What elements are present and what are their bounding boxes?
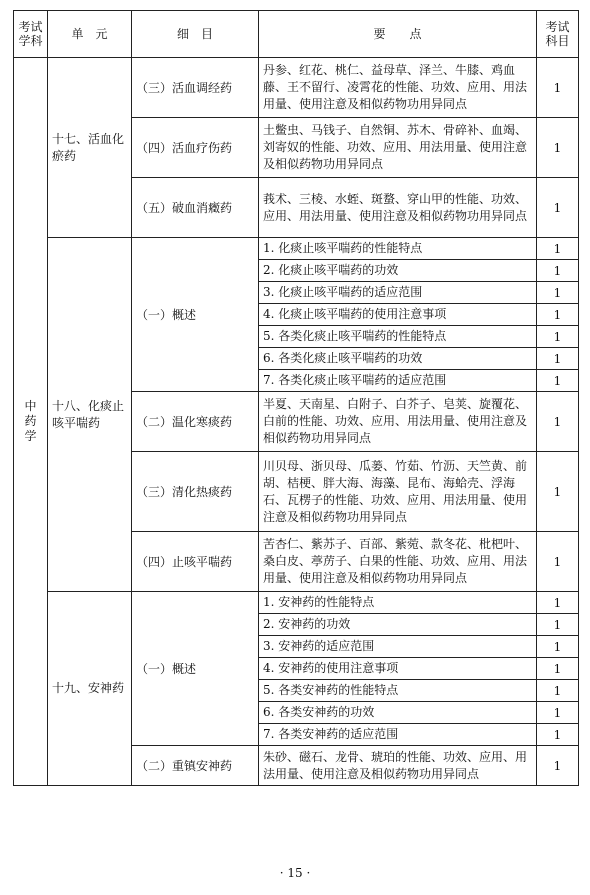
point-cell: 7. 各类安神药的适应范围 bbox=[259, 724, 537, 746]
subject-cell bbox=[14, 58, 48, 786]
detail-cell: （二）重镇安神药 bbox=[132, 746, 259, 786]
header-unit: 单 元 bbox=[48, 11, 132, 58]
detail-cell: （一）概述 bbox=[132, 238, 259, 392]
syllabus-table bbox=[13, 10, 579, 786]
level-cell: 1 bbox=[537, 680, 579, 702]
detail-cell: （四）止咳平喘药 bbox=[132, 532, 259, 592]
detail-cell: （五）破血消癥药 bbox=[132, 178, 259, 238]
point-cell: 3. 安神药的适应范围 bbox=[259, 636, 537, 658]
level-cell: 1 bbox=[537, 532, 579, 592]
point-cell: 苦杏仁、紫苏子、百部、紫菀、款冬花、枇杷叶、桑白皮、葶苈子、白果的性能、功效、应用、用法用量、使用注意及相似药物功用异同点 bbox=[259, 532, 537, 592]
point-cell: 5. 各类化痰止咳平喘药的性能特点 bbox=[259, 326, 537, 348]
point-cell: 6. 各类安神药的功效 bbox=[259, 702, 537, 724]
unit-cell: 十九、安神药 bbox=[48, 592, 132, 786]
level-cell: 1 bbox=[537, 636, 579, 658]
header-level: 考试科目 bbox=[537, 11, 579, 58]
level-cell: 1 bbox=[537, 702, 579, 724]
point-cell: 1. 安神药的性能特点 bbox=[259, 592, 537, 614]
detail-cell: （四）活血疗伤药 bbox=[132, 118, 259, 178]
level-cell: 1 bbox=[537, 746, 579, 786]
level-cell: 1 bbox=[537, 658, 579, 680]
point-cell: 4. 化痰止咳平喘药的使用注意事项 bbox=[259, 304, 537, 326]
level-cell: 1 bbox=[537, 724, 579, 746]
level-cell: 1 bbox=[537, 118, 579, 178]
point-cell: 朱砂、磁石、龙骨、琥珀的性能、功效、应用、用法用量、使用注意及相似药物功用异同点 bbox=[259, 746, 537, 786]
point-cell: 4. 安神药的使用注意事项 bbox=[259, 658, 537, 680]
point-cell: 5. 各类安神药的性能特点 bbox=[259, 680, 537, 702]
point-cell: 莪术、三棱、水蛭、斑蝥、穿山甲的性能、功效、应用、用法用量、使用注意及相似药物功用异同点 bbox=[259, 178, 537, 238]
point-cell: 土鳖虫、马钱子、自然铜、苏木、骨碎补、血竭、刘寄奴的性能、功效、应用、用法用量、使用注意及相似药物功用异同点 bbox=[259, 118, 537, 178]
point-cell: 6. 各类化痰止咳平喘药的功效 bbox=[259, 348, 537, 370]
unit-cell: 十八、化痰止咳平喘药 bbox=[48, 238, 132, 592]
table-row bbox=[14, 238, 579, 260]
level-cell: 1 bbox=[537, 392, 579, 452]
unit-cell: 十七、活血化瘀药 bbox=[48, 58, 132, 238]
point-cell: 川贝母、浙贝母、瓜蒌、竹茹、竹沥、天竺黄、前胡、桔梗、胖大海、海藻、昆布、海蛤壳、浮海石、瓦楞子的性能、功效、应用、用法用量、使用注意及相似药物功用异同点 bbox=[259, 452, 537, 532]
level-cell: 1 bbox=[537, 326, 579, 348]
level-cell: 1 bbox=[537, 178, 579, 238]
subject-name: 中药学 bbox=[24, 399, 37, 443]
level-cell: 1 bbox=[537, 592, 579, 614]
point-cell: 2. 安神药的功效 bbox=[259, 614, 537, 636]
level-cell: 1 bbox=[537, 260, 579, 282]
point-cell: 7. 各类化痰止咳平喘药的适应范围 bbox=[259, 370, 537, 392]
header-points: 要 点 bbox=[259, 11, 537, 58]
level-cell: 1 bbox=[537, 282, 579, 304]
level-cell: 1 bbox=[537, 348, 579, 370]
header-row bbox=[14, 11, 579, 58]
point-cell: 2. 化痰止咳平喘药的功效 bbox=[259, 260, 537, 282]
point-cell: 半夏、天南星、白附子、白芥子、皂荚、旋覆花、白前的性能、功效、应用、用法用量、使用注意及相似药物功用异同点 bbox=[259, 392, 537, 452]
level-cell: 1 bbox=[537, 238, 579, 260]
page-number: · 15 · bbox=[279, 866, 311, 880]
detail-cell: （三）清化热痰药 bbox=[132, 452, 259, 532]
point-cell: 1. 化痰止咳平喘药的性能特点 bbox=[259, 238, 537, 260]
level-cell: 1 bbox=[537, 614, 579, 636]
level-cell: 1 bbox=[537, 304, 579, 326]
detail-cell: （一）概述 bbox=[132, 592, 259, 746]
detail-cell: （三）活血调经药 bbox=[132, 58, 259, 118]
level-cell: 1 bbox=[537, 452, 579, 532]
detail-cell: （二）温化寒痰药 bbox=[132, 392, 259, 452]
table-row bbox=[14, 592, 579, 614]
point-cell: 3. 化痰止咳平喘药的适应范围 bbox=[259, 282, 537, 304]
table-row bbox=[14, 58, 579, 118]
level-cell: 1 bbox=[537, 58, 579, 118]
point-cell: 丹参、红花、桃仁、益母草、泽兰、牛膝、鸡血藤、王不留行、凌霄花的性能、功效、应用、用法用量、使用注意及相似药物功用异同点 bbox=[259, 58, 537, 118]
header-detail: 细 目 bbox=[132, 11, 259, 58]
header-subject: 考试学科 bbox=[14, 11, 48, 58]
level-cell: 1 bbox=[537, 370, 579, 392]
